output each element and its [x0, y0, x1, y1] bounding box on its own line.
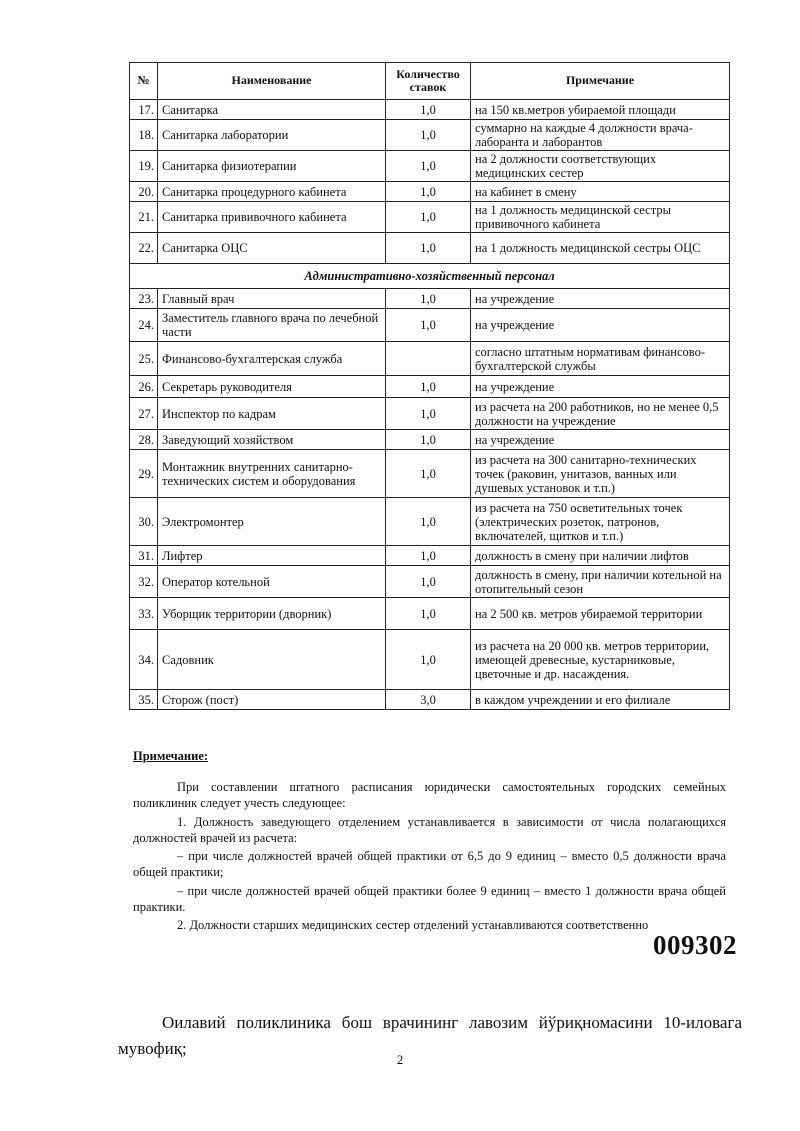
row-note: в каждом учреждении и его филиале	[471, 690, 730, 710]
row-name: Санитарка прививочного кабинета	[158, 202, 386, 233]
table-row	[130, 566, 730, 598]
row-number: 25.	[130, 342, 158, 376]
row-number: 26.	[130, 376, 158, 398]
header-num: №	[130, 63, 158, 100]
row-name: Санитарка физиотерапии	[158, 151, 386, 182]
table-row	[130, 546, 730, 566]
table-row	[130, 376, 730, 398]
row-quantity	[386, 342, 471, 376]
row-number: 27.	[130, 398, 158, 430]
section-title: Административно-хозяйственный персонал	[130, 264, 730, 289]
row-note: на 1 должность медицинской сестры прививочного кабинета	[471, 202, 730, 233]
row-quantity: 1,0	[386, 120, 471, 151]
row-name: Уборщик территории (дворник)	[158, 598, 386, 630]
row-quantity: 1,0	[386, 546, 471, 566]
row-name: Санитарка	[158, 100, 386, 120]
row-name: Садовник	[158, 630, 386, 690]
table-row	[130, 598, 730, 630]
row-note: на кабинет в смену	[471, 182, 730, 202]
table-row	[130, 430, 730, 450]
row-note: на учреждение	[471, 376, 730, 398]
row-number: 29.	[130, 450, 158, 498]
row-name: Электромонтер	[158, 498, 386, 546]
table-body-medical	[130, 100, 730, 264]
table-row	[130, 202, 730, 233]
staffing-table	[129, 62, 730, 710]
row-note: на 2 должности соответствующих медицинских сестер	[471, 151, 730, 182]
table-row	[130, 630, 730, 690]
table-row	[130, 151, 730, 182]
row-name: Секретарь руководителя	[158, 376, 386, 398]
row-number: 34.	[130, 630, 158, 690]
document-code: 009302	[653, 930, 737, 960]
row-note: из расчета на 300 санитарно-технических точек (раковин, унитазов, ванных или душевых установок и т.п.)	[471, 450, 730, 498]
note-paragraph: – при числе должностей врачей общей практики от 6,5 до 9 единиц – вместо 0,5 должности врача общей практики;	[133, 849, 726, 880]
header-qty: Количество ставок	[386, 63, 471, 100]
row-note: должность в смену при наличии лифтов	[471, 546, 730, 566]
note-paragraph: 2. Должности старших медицинских сестер отделений устанавливаются соответственно	[177, 918, 649, 932]
row-name: Главный врач	[158, 289, 386, 309]
row-name: Инспектор по кадрам	[158, 398, 386, 430]
row-name: Финансово-бухгалтерская служба	[158, 342, 386, 376]
note-body	[133, 779, 726, 935]
row-quantity: 1,0	[386, 233, 471, 264]
row-quantity: 1,0	[386, 598, 471, 630]
page-number: 2	[396, 1052, 404, 1067]
row-note: на 1 должность медицинской сестры ОЦС	[471, 233, 730, 264]
row-name: Заведующий хозяйством	[158, 430, 386, 450]
row-note: суммарно на каждые 4 должности врача-лаборанта и лаборантов	[471, 120, 730, 151]
row-name: Монтажник внутренних санитарно-технических систем и оборудования	[158, 450, 386, 498]
note-paragraph: При составлении штатного расписания юридически самостоятельных городских семейных поликлиник следует учесть следующее:	[133, 780, 726, 811]
row-number: 17.	[130, 100, 158, 120]
row-name: Заместитель главного врача по лечебной части	[158, 309, 386, 342]
row-note: из расчета на 750 осветительных точек (электрических розеток, патронов, включателей, щитков и т.п.)	[471, 498, 730, 546]
row-name: Оператор котельной	[158, 566, 386, 598]
row-quantity: 3,0	[386, 690, 471, 710]
table-header-row	[130, 63, 730, 100]
row-number: 28.	[130, 430, 158, 450]
row-quantity: 1,0	[386, 398, 471, 430]
row-quantity: 1,0	[386, 450, 471, 498]
header-note: Примечание	[471, 63, 730, 100]
row-number: 31.	[130, 546, 158, 566]
table-row	[130, 100, 730, 120]
row-quantity: 1,0	[386, 100, 471, 120]
row-note: на 150 кв.метров убираемой площади	[471, 100, 730, 120]
row-number: 18.	[130, 120, 158, 151]
row-name: Санитарка процедурного кабинета	[158, 182, 386, 202]
table-row	[130, 450, 730, 498]
table-body-administrative	[130, 289, 730, 710]
row-name: Сторож (пост)	[158, 690, 386, 710]
row-number: 23.	[130, 289, 158, 309]
note-paragraph: – при числе должностей врачей общей практики более 9 единиц – вместо 1 должности врача общей практики.	[133, 883, 726, 914]
row-quantity: 1,0	[386, 566, 471, 598]
header-name: Наименование	[158, 63, 386, 100]
row-note: на учреждение	[471, 289, 730, 309]
row-quantity: 1,0	[386, 309, 471, 342]
row-quantity: 1,0	[386, 376, 471, 398]
row-note: из расчета на 200 работников, но не менее 0,5 должности на учреждение	[471, 398, 730, 430]
note-title: Примечание:	[133, 749, 209, 763]
table-row	[130, 233, 730, 264]
row-note: должность в смену, при наличии котельной на отопительный сезон	[471, 566, 730, 598]
row-quantity: 1,0	[386, 151, 471, 182]
row-note: на учреждение	[471, 309, 730, 342]
table-row	[130, 120, 730, 151]
section-row	[130, 264, 730, 289]
note-paragraph: 1. Должность заведующего отделением устанавливается в зависимости от числа полагающихся должностей врачей из расчета:	[133, 814, 726, 845]
row-quantity: 1,0	[386, 430, 471, 450]
table-row	[130, 182, 730, 202]
row-name: Лифтер	[158, 546, 386, 566]
row-quantity: 1,0	[386, 498, 471, 546]
row-quantity: 1,0	[386, 630, 471, 690]
uzbek-text-content: Оилавий поликлиника бош врачининг лавозим йўриқномасини 10-иловага мувофиқ;	[118, 1013, 742, 1058]
row-number: 30.	[130, 498, 158, 546]
row-quantity: 1,0	[386, 182, 471, 202]
row-number: 35.	[130, 690, 158, 710]
row-number: 32.	[130, 566, 158, 598]
row-number: 19.	[130, 151, 158, 182]
row-number: 33.	[130, 598, 158, 630]
row-note: на учреждение	[471, 430, 730, 450]
row-name: Санитарка ОЦС	[158, 233, 386, 264]
row-number: 22.	[130, 233, 158, 264]
table-section	[130, 264, 730, 289]
table-row	[130, 398, 730, 430]
row-quantity: 1,0	[386, 202, 471, 233]
row-number: 20.	[130, 182, 158, 202]
table-row	[130, 289, 730, 309]
table-row	[130, 690, 730, 710]
table-row	[130, 498, 730, 546]
row-number: 24.	[130, 309, 158, 342]
table-row	[130, 309, 730, 342]
table-row	[130, 342, 730, 376]
row-name: Санитарка лаборатории	[158, 120, 386, 151]
row-note: из расчета на 20 000 кв. метров территории, имеющей древесные, кустарниковые, цветочные и др. насаждения.	[471, 630, 730, 690]
row-quantity: 1,0	[386, 289, 471, 309]
row-note: на 2 500 кв. метров убираемой территории	[471, 598, 730, 630]
row-note: согласно штатным нормативам финансово-бухгалтерской службы	[471, 342, 730, 376]
row-number: 21.	[130, 202, 158, 233]
